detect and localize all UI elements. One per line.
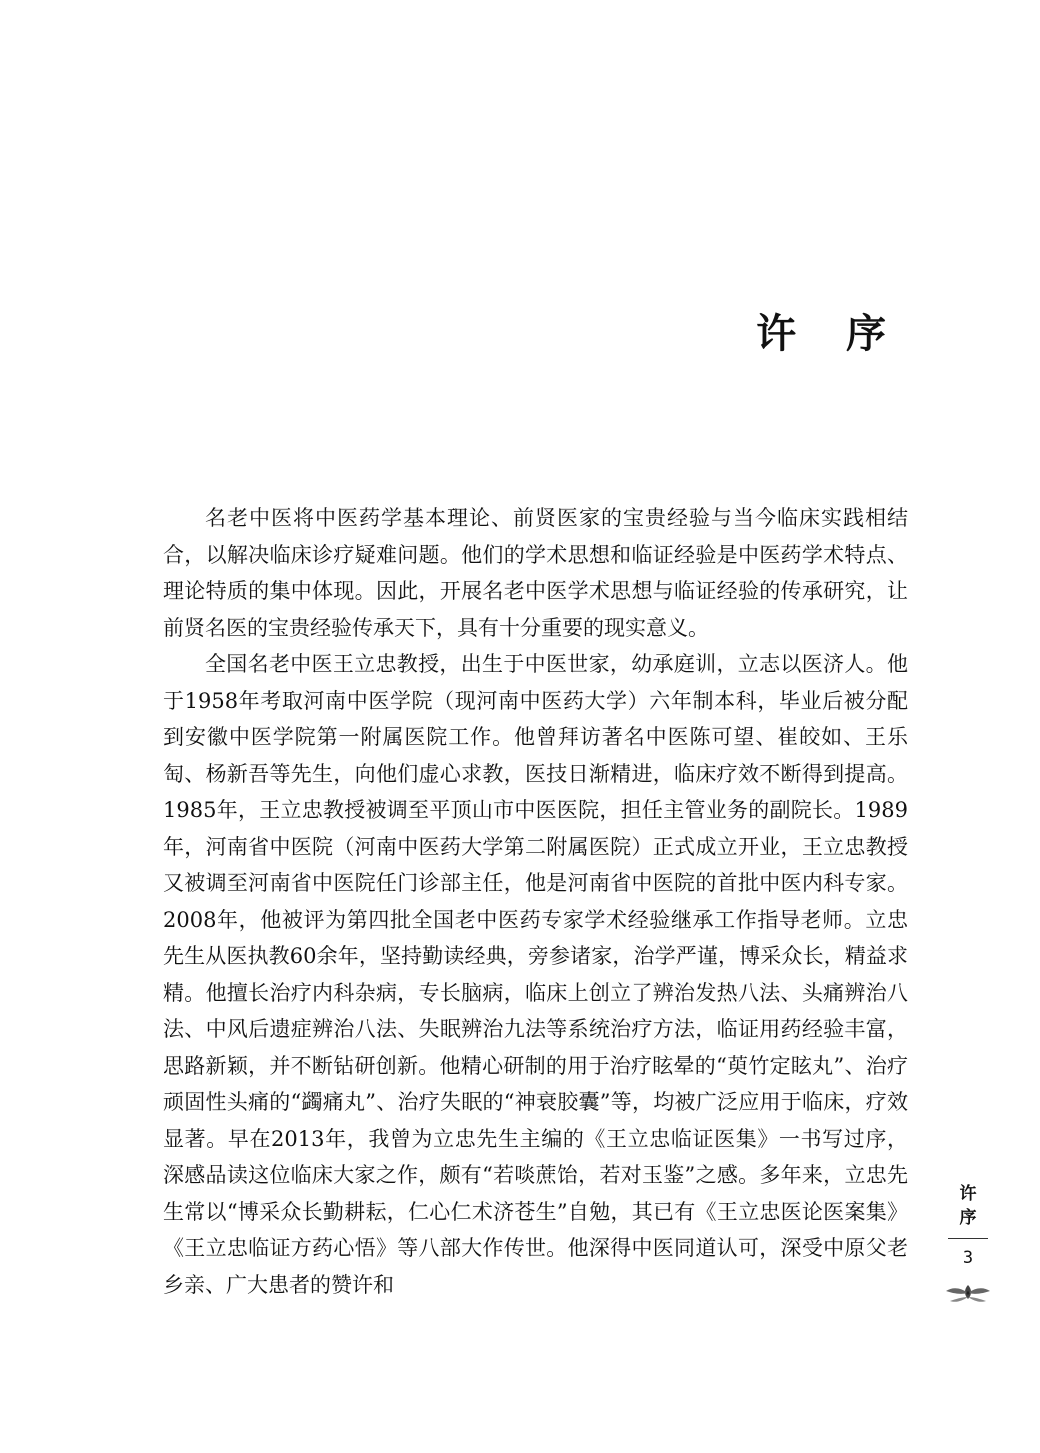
page-number: 3 <box>962 1248 974 1268</box>
running-head-divider <box>948 1238 988 1239</box>
paragraph-2: 全国名老中医王立忠教授，出生于中医世家，幼承庭训，立志以医济人。他于1958年考取河南中医学院（现河南中医药大学）六年制本科，毕业后被分配到安徽中医学院第一附属医院工作。他曾拜访著名中医陈可望、崔皎如、王乐匋、杨新吾等先生，向他们虚心求教，医技日渐精进，临床疗效不断得到提高。1985年，王立忠教授被调至平顶山市中医医院，担任主管业务的副院长。1989年，河南省中医院（河南中医药大学第二附属医院）正式成立开业，王立忠教授又被调至河南省中医院任门诊部主任，他是河南省中医院的首批中医内科专家。2008年，他被评为第四批全国老中医药专家学术经验继承工作指导老师。立忠先生从医执教60余年，坚持勤读经典，旁参诸家，治学严谨，博采众长，精益求精。他擅长治疗内科杂病，专长脑病，临床上创立了辨治发热八法、头痛辨治八法、中风后遗症辨治八法、失眠辨治九法等系统治疗方法，临证用药经验丰富，思路新颖，并不断钻研创新。他精心研制的用于治疗眩晕的“萸竹定眩丸”、治疗顽固性头痛的“蠲痛丸”、治疗失眠的“神衰胶囊”等，均被广泛应用于临床，疗效显著。早在2013年，我曾为立忠先生主编的《王立忠临证医集》一书写过序，深感品读这位临床大家之作，颇有“若啖蔗饴，若对玉鉴”之感。多年来，立忠先生常以“博采众长勤耕耘，仁心仁术济苍生”自勉，其已有《王立忠医论医案集》《王立忠临证方药心悟》等八部大作传世。他深得中医同道认可，深受中原父老乡亲、广大患者的赞许和 <box>163 652 908 1297</box>
running-head-title: 许序 <box>959 1184 977 1228</box>
page-title: 许 序 <box>756 310 904 357</box>
body-text <box>163 500 908 1303</box>
margin-running-head <box>944 1182 992 1309</box>
floral-ornament-icon <box>944 1281 992 1305</box>
paragraph-1: 名老中医将中医药学基本理论、前贤医家的宝贵经验与当今临床实践相结合，以解决临床诊疗疑难问题。他们的学术思想和临证经验是中医药学术特点、理论特质的集中体现。因此，开展名老中医学术思想与临证经验的传承研究，让前贤名医的宝贵经验传承天下，具有十分重要的现实意义。 <box>163 506 908 640</box>
